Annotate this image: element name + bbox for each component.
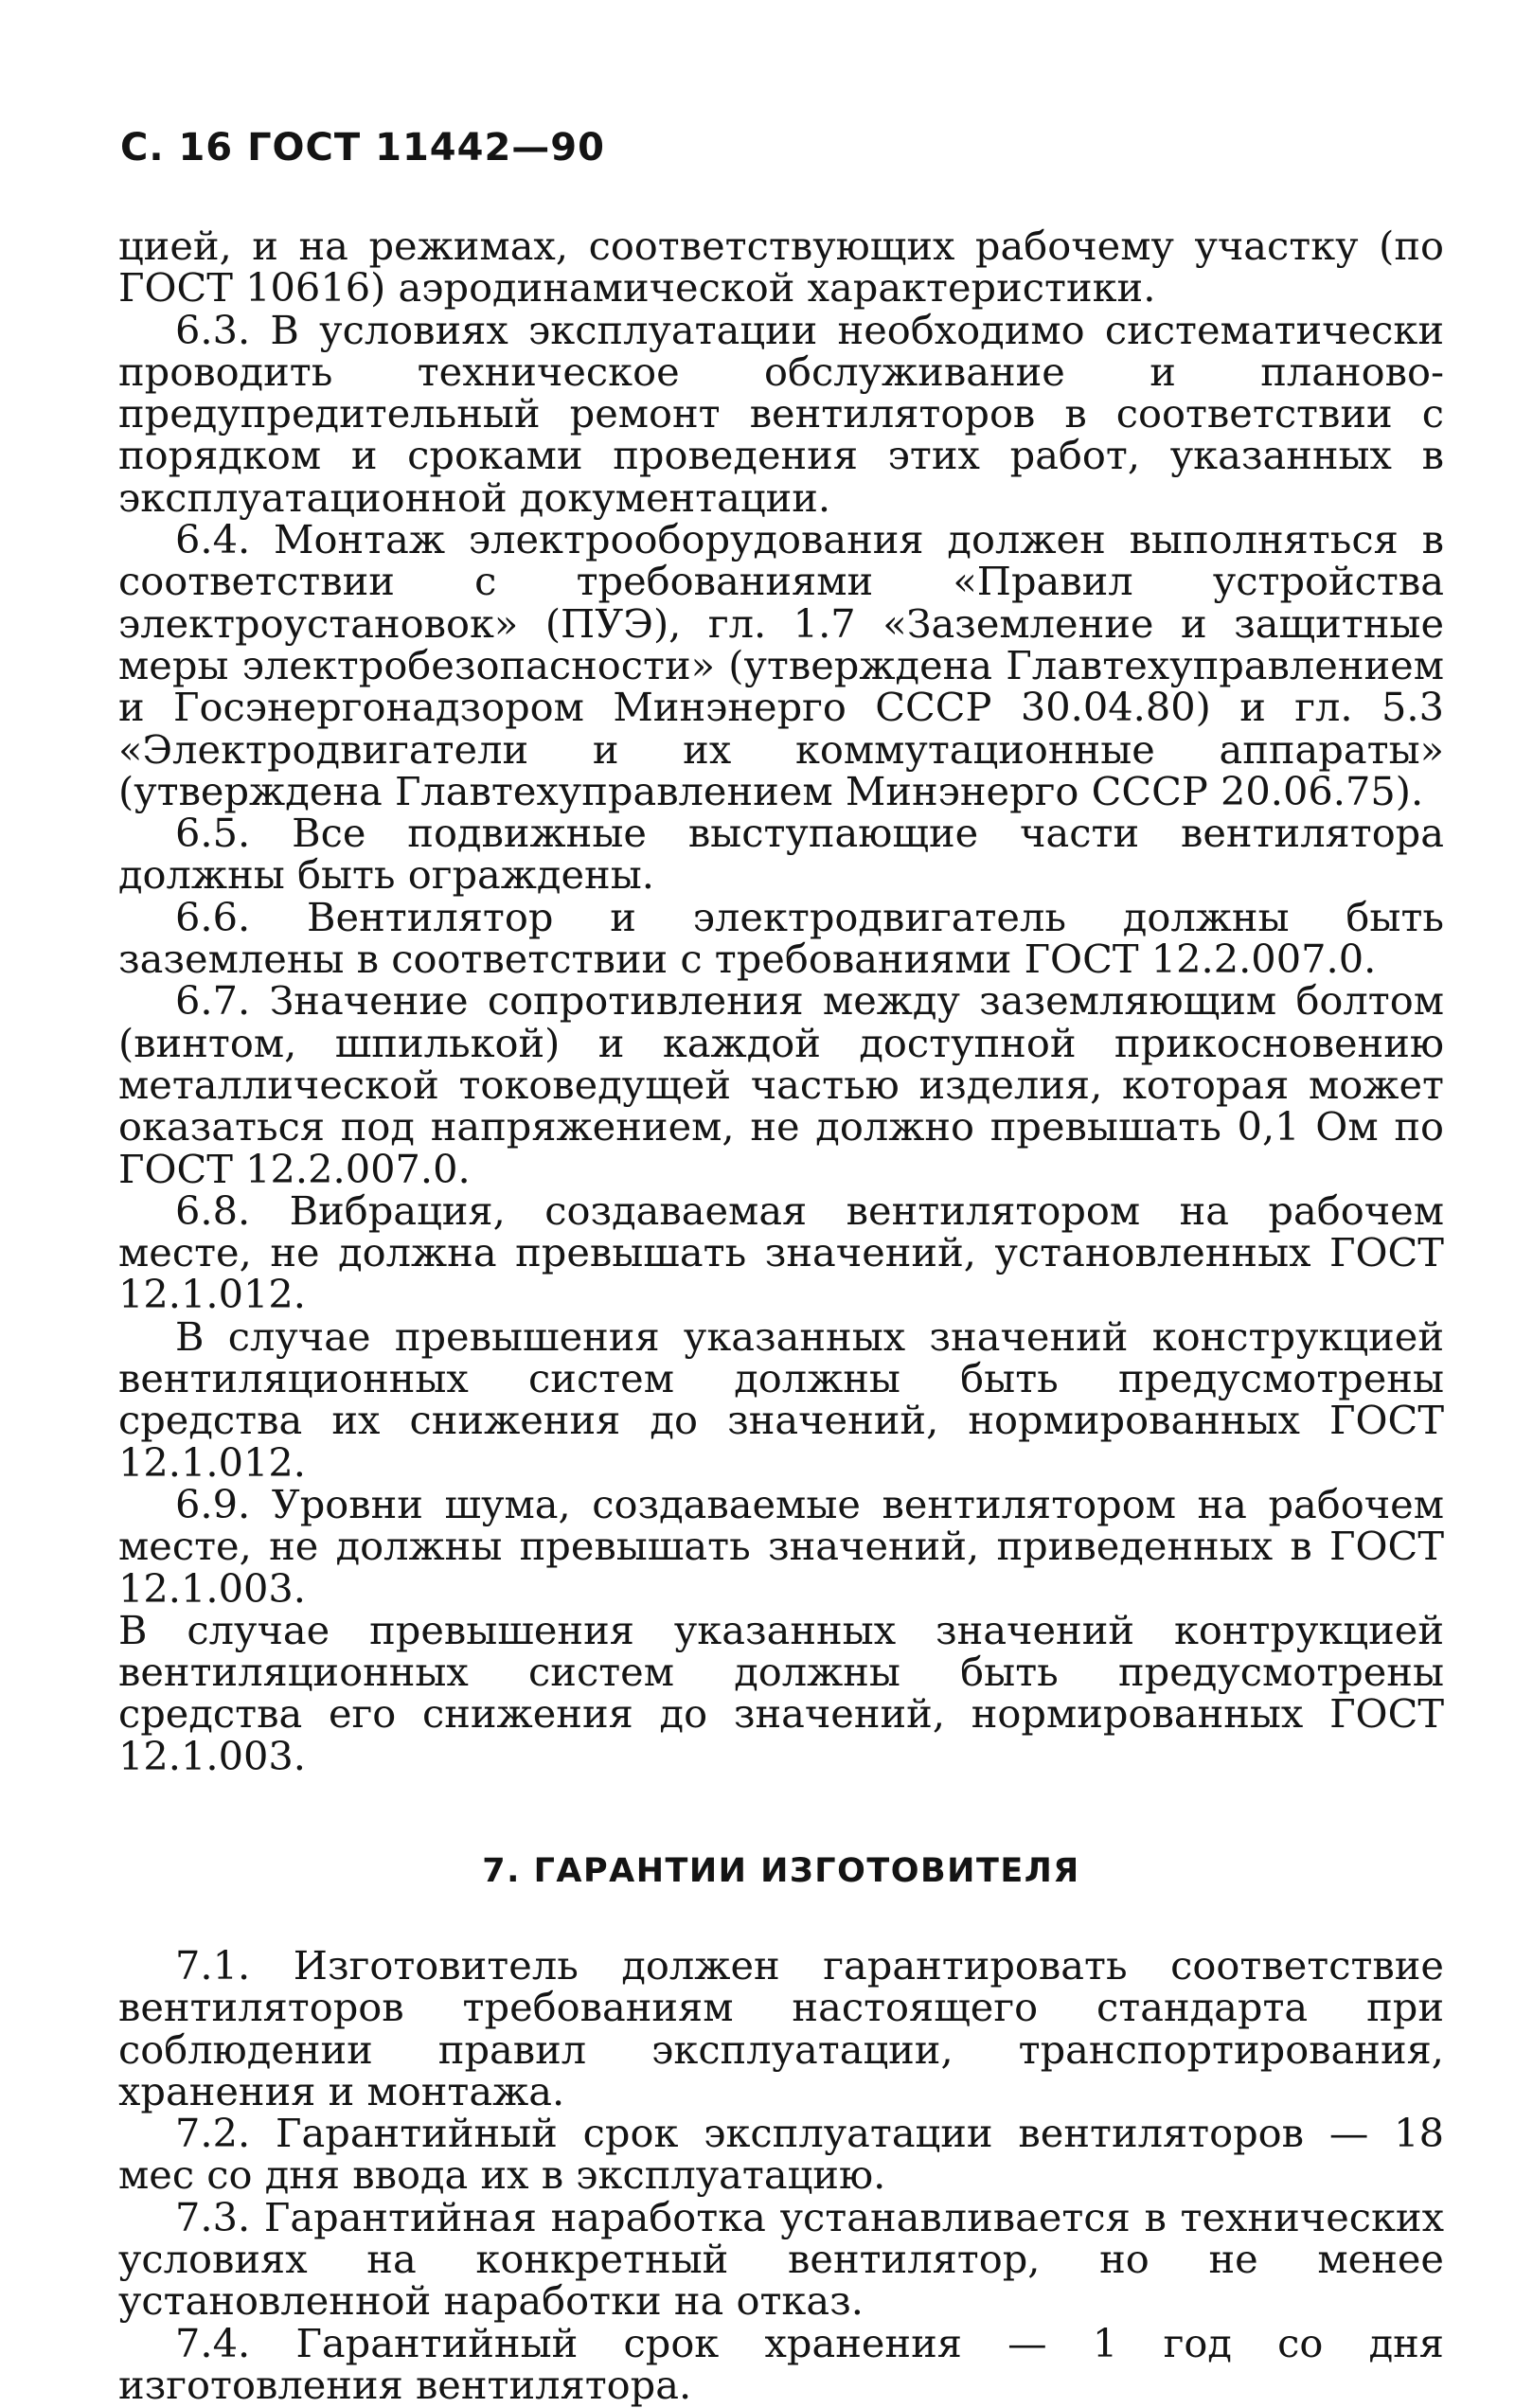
paragraph-7-3: 7.3. Гарантийная наработка устанавливается в технических условиях на конкретный вентилятор, но не менее установленной наработки на отказ.	[118, 2193, 1444, 2325]
paragraph-7-4: 7.4. Гарантийный срок хранения — 1 год со дня изготовления вентилятора.	[118, 2319, 1444, 2408]
paragraph-6-9-note: В случае превышения указанных значений контрукцией вентиляционных систем должны быть предусмотрены средства его снижения до значений, нормированных ГОСТ 12.1.003.	[118, 1606, 1444, 1779]
section-heading: 7. ГАРАНТИИ ИЗГОТОВИТЕЛЯ	[482, 1851, 1080, 1890]
page-content	[118, 225, 1444, 2406]
paragraph-6-4: 6.4. Монтаж электрооборудования должен выполняться в соответствии с требованиями «Правил устройства электроустановок» (ПУЭ), гл. 1.7 «Заземление и защитные меры электробезопасности» (утверждена Главтехуправлением и Госэнергонадзором Минэнерго СССР 30.04.80) и гл. 5.3 «Электродвигатели и их коммутационные аппараты» (утверждена Главтехуправлением Минэнерго СССР 20.06.75).	[118, 516, 1444, 814]
paragraph-6-6: 6.6. Вентилятор и электродвигатель должны быть заземлены в соответствии с требованиями ГОСТ 12.2.007.0.	[118, 893, 1444, 983]
paragraph-6-3: 6.3. В условиях эксплуатации необходимо систематически проводить техническое обслуживание и планово-предупредительный ремонт вентиляторов в соответствии с порядком и сроками проведения этих работ, указанных в эксплуатационной документации.	[118, 306, 1444, 521]
paragraph-6-8: 6.8. Вибрация, создаваемая вентилятором на рабочем месте, не должна превышать значений, установленных ГОСТ 12.1.012.	[118, 1186, 1444, 1318]
page-header: С. 16 ГОСТ 11442—90	[120, 126, 605, 169]
paragraph-7-2: 7.2. Гарантийный срок эксплуатации вентиляторов — 18 мес со дня ввода их в эксплуатацию.	[118, 2110, 1444, 2199]
paragraph-6-5: 6.5. Все подвижные выступающие части вентилятора должны быть ограждены.	[118, 810, 1444, 899]
paragraph-6-9: 6.9. Уровни шума, создаваемые вентилятором на рабочем месте, не должны превышать значений, приведенных в ГОСТ 12.1.003.	[118, 1480, 1444, 1612]
paragraph-7-1: 7.1. Изготовитель должен гарантировать соответствие вентиляторов требованиям настоящего стандарта при соблюдении правил эксплуатации, транспортирования, хранения и монтажа.	[118, 1941, 1444, 2114]
paragraph-6-8-note: В случае превышения указанных значений конструкцией вентиляционных систем должны быть предусмотрены средства их снижения до значений, нормированных ГОСТ 12.1.012.	[118, 1312, 1444, 1486]
paragraph-6-7: 6.7. Значение сопротивления между заземляющим болтом (винтом, шпилькой) и каждой доступной прикосновению металлической токоведущей частью изделия, которая может оказаться под напряжением, не должно превышать 0,1 Ом по ГОСТ 12.2.007.0.	[118, 977, 1444, 1192]
paragraph-continuation: цией, и на режимах, соответствующих рабочему участку (по ГОСТ 10616) аэродинамической характеристики.	[118, 223, 1444, 312]
